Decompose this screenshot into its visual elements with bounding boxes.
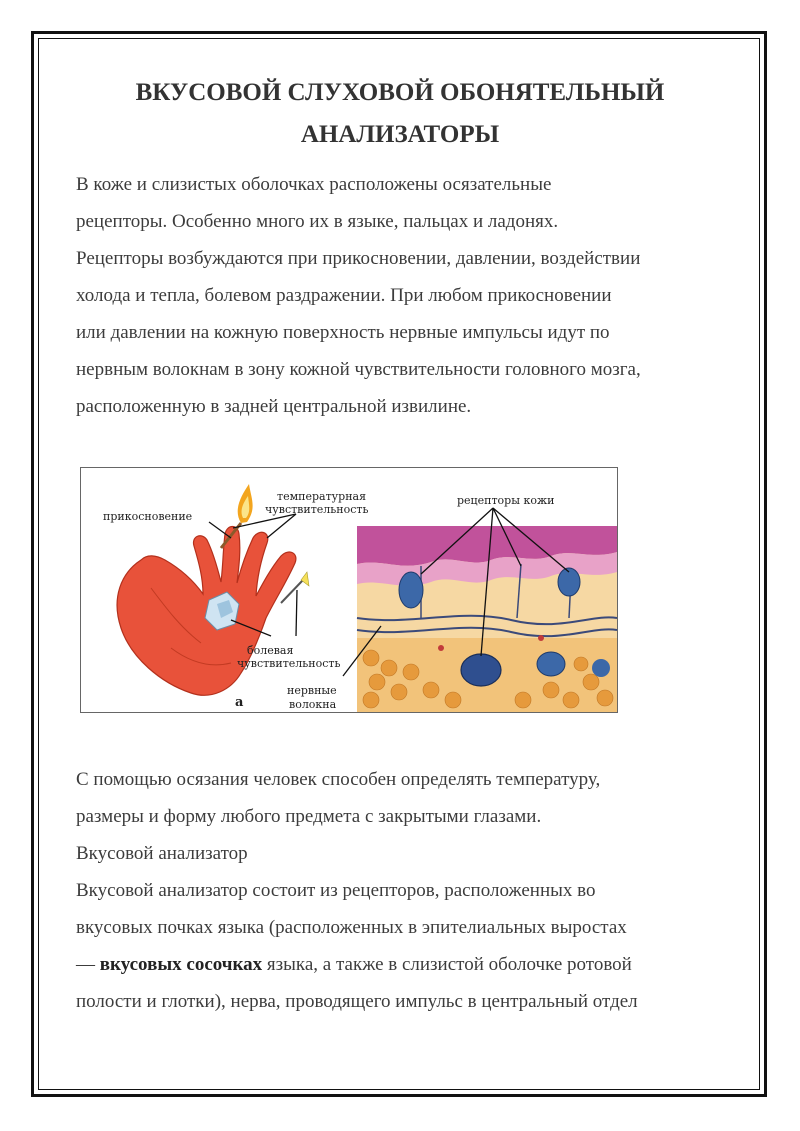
text-line: Вкусовой анализатор состоит из рецепторов, расположенных во xyxy=(76,880,596,901)
paragraph-taste xyxy=(76,761,736,1020)
label-skin-receptors: рецепторы кожи xyxy=(457,494,555,507)
text-line: расположенную в задней центральной извилине. xyxy=(76,396,472,417)
text-line: В коже и слизистых оболочках расположены осязательные xyxy=(76,174,552,195)
text-line: размеры и форму любого предмета с закрытыми глазами. xyxy=(76,806,542,827)
label-temperature-line1: температурная xyxy=(277,490,367,503)
label-pain-line2: чувствительность xyxy=(237,657,341,670)
skin-receptors-illustration xyxy=(81,468,617,712)
text-line: С помощью осязания человек способен определять температуру, xyxy=(76,769,601,790)
text-line xyxy=(76,946,736,983)
skin-receptors-figure xyxy=(80,467,618,713)
page-title xyxy=(60,72,740,156)
text-line: или давлении на кожную поверхность нервные импульсы идут по xyxy=(76,322,610,343)
bold-term-taste-papillae: вкусовых сосочках xyxy=(99,954,263,975)
paragraph-touch xyxy=(76,166,736,425)
text-line: полости и глотки), нерва, проводящего импульс в центральный отдел xyxy=(76,991,638,1012)
text-fragment: — xyxy=(76,954,100,975)
text-line: холода и тепла, болевом раздражении. При любом прикосновении xyxy=(76,285,612,306)
label-touch: прикосновение xyxy=(103,510,193,523)
text-line: Рецепторы возбуждаются при прикосновении, давлении, воздействии xyxy=(76,248,641,269)
label-nerve-fibers-line2: волокна xyxy=(289,698,337,711)
text-line: рецепторы. Особенно много их в языке, пальцах и ладонях. xyxy=(76,211,559,232)
skin-cross-section xyxy=(357,526,617,712)
label-nerve-fibers-line1: нервные xyxy=(287,684,337,697)
text-fragment: языка, а также в слизистой оболочке ротовой xyxy=(262,954,632,975)
text-line: нервным волокнам в зону кожной чувствительности головного мозга, xyxy=(76,359,641,380)
subheading-taste-analyzer: Вкусовой анализатор xyxy=(76,843,248,864)
label-pain-line1: болевая xyxy=(247,644,294,657)
label-temperature-line2: чувствительность xyxy=(265,503,369,516)
title-line-1: ВКУСОВОЙ СЛУХОВОЙ ОБОНЯТЕЛЬНЫЙ xyxy=(135,79,665,106)
label-figure-letter: а xyxy=(235,695,244,710)
title-line-2: АНАЛИЗАТОРЫ xyxy=(300,121,500,148)
text-line: вкусовых почках языка (расположенных в эпителиальных выростах xyxy=(76,917,627,938)
